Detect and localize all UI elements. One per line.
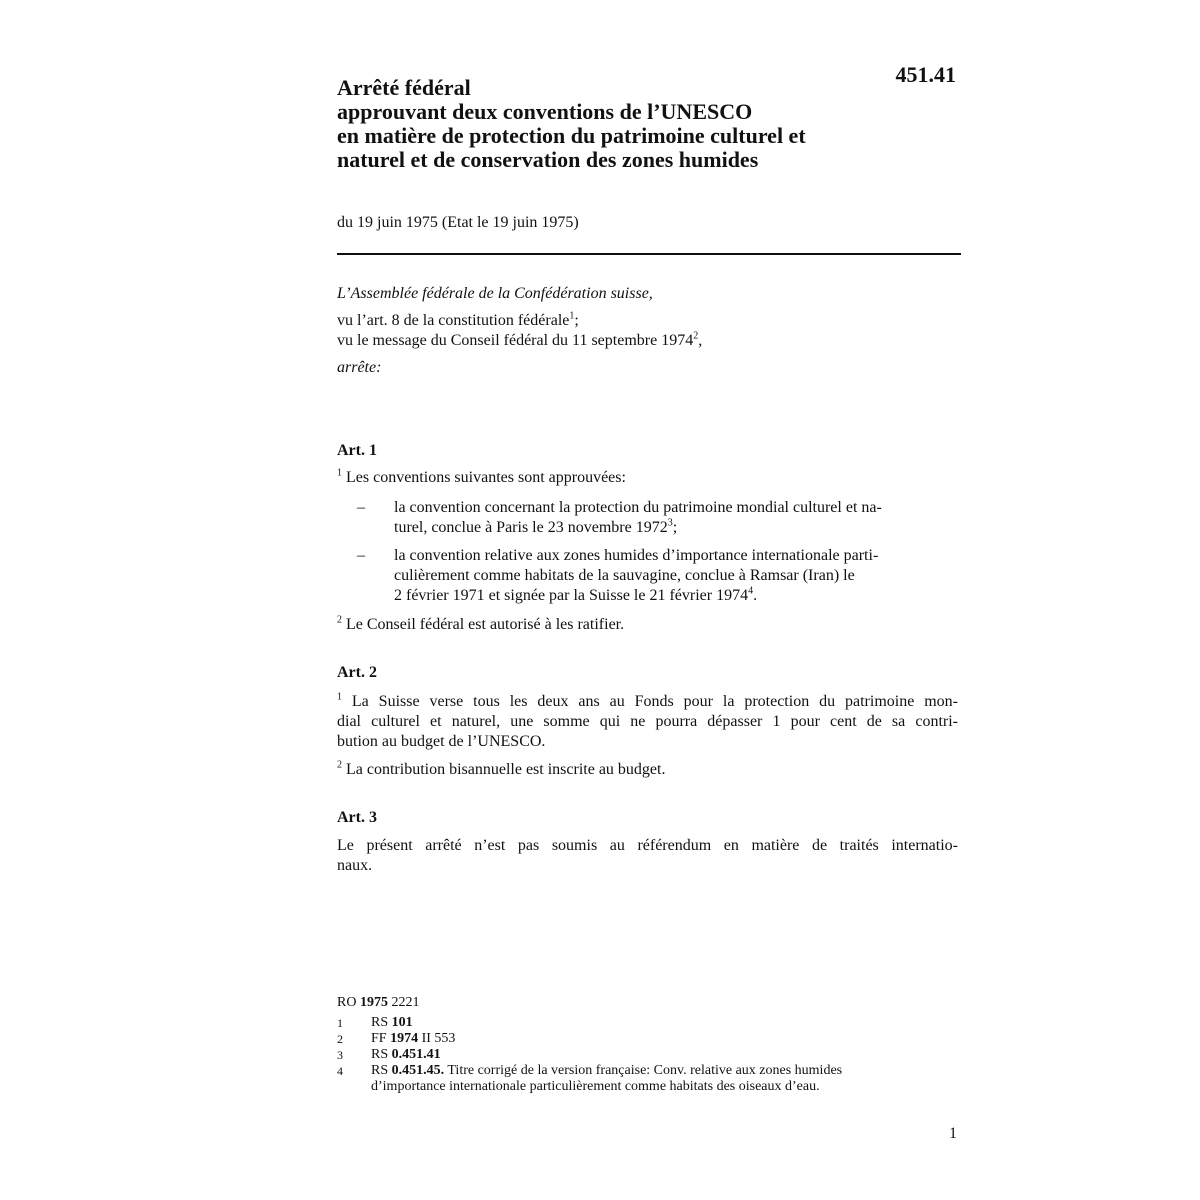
fn-bold: 101 <box>391 1015 413 1030</box>
preamble-assembly: L’Assemblée fédérale de la Confédération suisse, <box>337 285 653 302</box>
art-3-line-1: Le présent arrêté n’est pas soumis au référendum en matière de traités internatio- <box>337 837 958 854</box>
title-line-3: en matière de protection du patrimoine culturel et <box>337 123 806 148</box>
art-3-title: Art. 3 <box>337 809 377 826</box>
paragraph-number: 2 <box>337 759 342 771</box>
footnote-ro <box>337 996 419 1010</box>
item-2-line-3-text: 2 février 1971 et signée par la Suisse le 21 février 1974 <box>394 587 749 604</box>
footnote-text <box>371 1032 455 1046</box>
ro-prefix: RO <box>337 995 360 1010</box>
vu-message-end: , <box>698 332 703 349</box>
footnote-number: 4 <box>337 1064 343 1078</box>
ro-page: 2221 <box>387 995 420 1010</box>
dash-marker: – <box>357 499 365 516</box>
vu-message-text: vu le message du Conseil fédéral du 11 septembre 1974 <box>337 332 694 349</box>
art-3-line-2: naux. <box>337 857 373 874</box>
dash-marker: – <box>357 547 365 564</box>
fn-pre: RS <box>371 1015 392 1030</box>
footnote-1 <box>337 1016 937 1030</box>
fn-pre: FF <box>371 1031 391 1046</box>
art-2-p1-line-3: bution au budget de l’UNESCO. <box>337 733 546 750</box>
footnote-number: 1 <box>337 1016 343 1030</box>
paragraph-text: La contribution bisannuelle est inscrite au budget. <box>342 761 666 778</box>
header-divider <box>337 253 961 255</box>
title-line-4: naturel et de conservation des zones humides <box>337 147 759 172</box>
footnote-ref-3[interactable]: 3 <box>667 517 673 529</box>
art-2-p1-line-2: dial culturel et naturel, une somme qui ne pourra dépasser 1 pour cent de sa contri- <box>337 713 958 730</box>
art-2-paragraph-1 <box>337 692 958 752</box>
footnote-text <box>371 1048 441 1062</box>
item-1-line-2 <box>394 518 958 538</box>
preamble-arrete: arrête: <box>337 359 382 376</box>
item-2-end: . <box>753 587 758 604</box>
footnote-text <box>371 1016 413 1030</box>
art-2-title: Art. 2 <box>337 664 377 681</box>
fn-bold: 0.451.41 <box>391 1047 441 1062</box>
paragraph-text: Les conventions suivantes sont approuvées: <box>342 469 626 486</box>
fn-bold: 1974 <box>390 1031 419 1046</box>
art-1-paragraph-1 <box>337 468 958 488</box>
footnote-number: 3 <box>337 1048 343 1062</box>
paragraph-number: 2 <box>337 614 342 626</box>
vu-constitution-end: ; <box>574 312 579 329</box>
item-2-line-1: la convention relative aux zones humides d’importance internationale parti- <box>394 547 879 564</box>
vu-constitution-text: vu l’art. 8 de la constitution fédérale <box>337 312 570 329</box>
fn-bold: 0.451.45. <box>391 1063 445 1078</box>
title-line-1: Arrêté fédéral <box>337 75 471 100</box>
art-2-paragraph-2 <box>337 760 958 780</box>
art-1-paragraph-2 <box>337 615 958 635</box>
item-1-line-1: la convention concernant la protection du patrimoine mondial culturel et na- <box>394 499 882 516</box>
footnote-ref-2[interactable]: 2 <box>693 330 699 342</box>
footnote-2 <box>337 1032 937 1046</box>
item-1-line-2-text: turel, conclue à Paris le 23 novembre 1972 <box>394 519 668 536</box>
art-1-item-1 <box>337 498 958 538</box>
item-1-end: ; <box>672 519 678 536</box>
footnote-text <box>371 1064 842 1078</box>
art-1-title: Art. 1 <box>337 442 377 459</box>
paragraph-number: 1 <box>337 691 342 703</box>
document-title <box>337 76 897 172</box>
preamble-vu-constitution <box>337 311 958 331</box>
item-2-line-3 <box>394 586 958 606</box>
document-date: du 19 juin 1975 (Etat le 19 juin 1975) <box>337 214 579 231</box>
ro-year: 1975 <box>359 995 388 1010</box>
art-2-p1-line-1-text: La Suisse verse tous les deux ans au Fonds pour la protection du patrimoine mon- <box>342 693 958 710</box>
fn-pre: RS <box>371 1063 392 1078</box>
preamble-vu-message <box>337 331 958 351</box>
fn-post: Titre corrigé de la version française: Conv. relative aux zones humides <box>444 1063 843 1078</box>
fn-post: II 553 <box>418 1031 456 1046</box>
footnote-3 <box>337 1048 937 1062</box>
footnote-4 <box>337 1064 937 1094</box>
art-3-paragraph <box>337 836 958 876</box>
footnote-4-line-2: d’importance internationale particulièrement comme habitats des oiseaux d’eau. <box>371 1079 820 1094</box>
art-1-item-2 <box>337 546 958 606</box>
fn-pre: RS <box>371 1047 392 1062</box>
footnote-ref-1[interactable]: 1 <box>569 310 575 322</box>
title-line-2: approuvant deux conventions de l’UNESCO <box>337 99 753 124</box>
document-number: 451.41 <box>895 62 956 87</box>
item-2-line-2: culièrement comme habitats de la sauvagine, conclue à Ramsar (Iran) le <box>394 567 855 584</box>
paragraph-text: Le Conseil fédéral est autorisé à les ratifier. <box>342 616 625 633</box>
art-2-p1-line-1 <box>337 692 958 712</box>
page-number: 1 <box>949 1125 957 1142</box>
footnote-number: 2 <box>337 1032 343 1046</box>
footnote-ref-4[interactable]: 4 <box>748 585 754 597</box>
paragraph-number: 1 <box>337 467 342 479</box>
